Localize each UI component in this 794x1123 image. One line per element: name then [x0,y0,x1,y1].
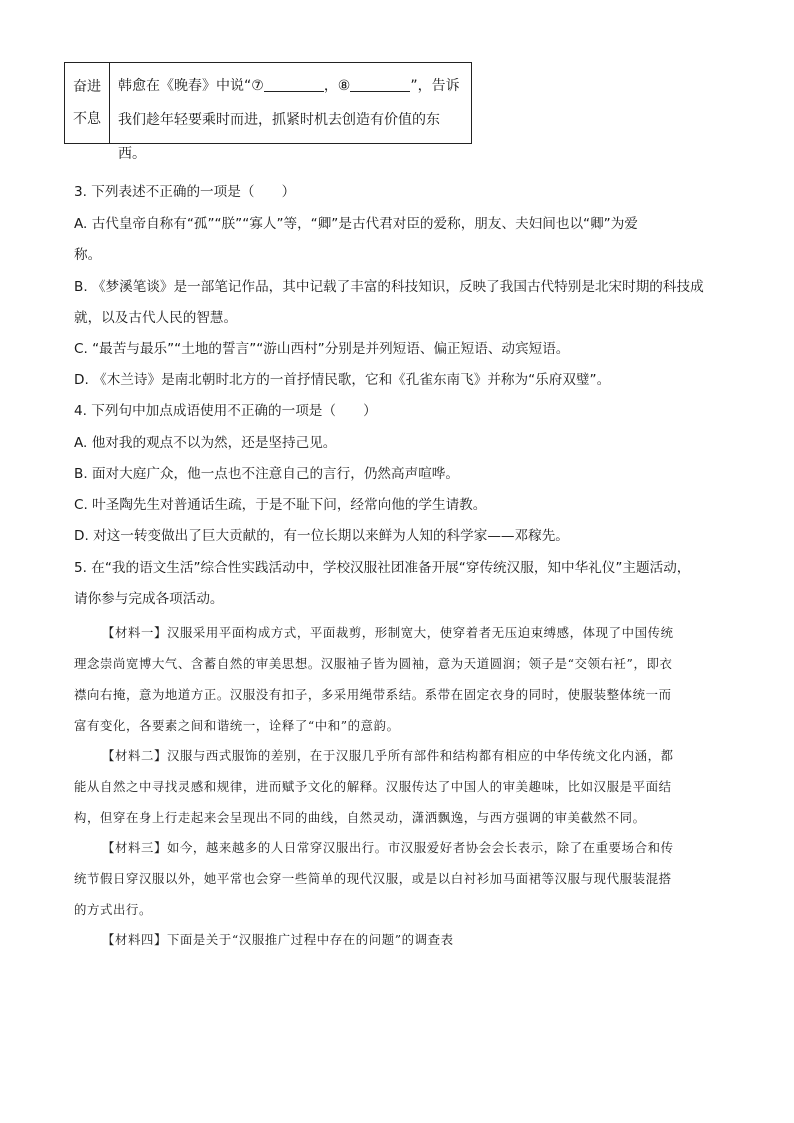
q4-option-c: C. 叶圣陶先生对普通话生疏，于是不耻下问，经常向他的学生请教。 [74,497,487,513]
material-1: 【材料一】汉服采用平面构成方式，平面裁剪，形制宽大，使穿着者无压迫束缚感，体现了中国传统 理念崇尚宽博大气、含蓄自然的审美思想。汉服袖子皆为圆袖，意为天道圆润；领子是“交领右衽”，即衣 襟向右掩，意为地道方正。汉服没有扣子，多采用绳带系结。系带在固定衣身的同时，使服装整体统一而 富有变化，各要素之间和谐统一，诠释了“中和”的意韵。 [74,625,674,733]
table-label-cell [65,63,110,143]
q3-option-a-line1: A. 古代皇帝自称有“孤”“朕”“寡人”等，“卿”是古代君对臣的爱称，朋友、夫妇间也以“卿”为爱 [74,216,638,232]
q3-option-d: D. 《木兰诗》是南北朝时北方的一首抒情民歌，它和《孔雀东南飞》并称为“乐府双璧”。 [74,372,611,388]
q5-stem-line1: 5. 在“我的语文生活”综合性实践活动中，学校汉服社团准备开展“穿传统汉服，知中华礼仪”主题活动， [74,560,691,576]
q3-option-b-line2: 就，以及古代人民的智慧。 [74,310,238,326]
table-content-cell [110,63,471,162]
table-line2: 我们趁年轻要乘时而进，抓紧时机去创造有价值的东西。 [118,112,440,162]
q4-option-d: D. 对这一转变做出了巨大贡献的，有一位长期以来鲜为人知的科学家——邓稼先。 [74,528,569,544]
table-label-line2: 不息 [73,111,101,127]
material-4: 【材料四】下面是关于“汉服推广过程中存在的问题”的调查表 [102,932,454,947]
q4-option-a: A. 他对我的观点不以为然，还是坚持己见。 [74,435,337,451]
material-3: 【材料三】如今，越来越多的人日常穿汉服出行。市汉服爱好者协会会长表示，除了在重要场合和传 统节假日穿汉服以外，她平常也会穿一些简单的现代汉服，或是以白衬衫加马面裙等汉服与现代服装混搭 的方式出行。 [74,840,674,917]
q3-option-b-line1: B. 《梦溪笔谈》是一部笔记作品，其中记载了丰富的科技知识，反映了我国古代特别是北宋时期的科技成 [74,279,704,295]
q3-stem: 3. 下列表述不正确的一项是（ ） [74,184,296,200]
q5-stem-line2: 请你参与完成各项活动。 [74,591,224,607]
q4-stem: 4. 下列句中加点成语使用不正确的一项是（ ） [74,403,377,419]
q4-option-b: B. 面对大庭广众，他一点也不注意自己的言行，仍然高声喧哗。 [74,466,459,482]
blank-8[interactable] [350,77,410,92]
blank-7[interactable] [264,77,324,92]
poem-table [64,62,472,162]
table-label-line1: 奋进 [73,79,101,95]
q3-option-c: C. “最苦与最乐”“土地的誓言”“游山西村”分别是并列短语、偏正短语、动宾短语。 [74,341,570,357]
table-line1: 韩愈在《晚春》中说“⑦ ，⑧ ”，告诉 [118,78,460,94]
q3-option-a-line2: 称。 [74,247,102,263]
material-2: 【材料二】汉服与西式服饰的差别，在于汉服几乎所有部件和结构都有相应的中华传统文化内涵，都 能从自然之中寻找灵感和规律，进而赋予文化的解释。汉服传达了中国人的审美趣味，比如汉服是平面结 构，但穿在身上行走起来会呈现出不同的曲线，自然灵动，潇洒飘逸，与西方强调的审美截然不同。 [74,748,674,825]
